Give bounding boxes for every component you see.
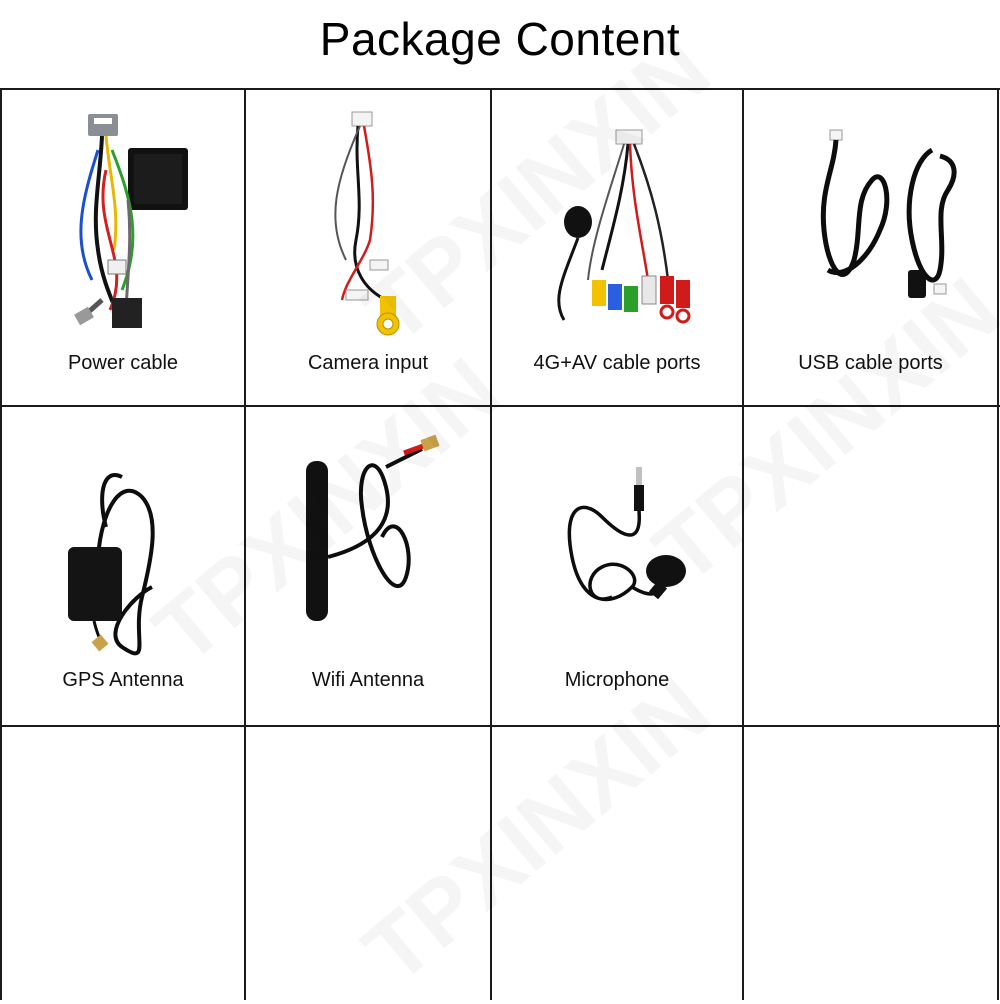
- item-label: Wifi Antenna: [311, 669, 425, 691]
- item-label: Camera input: [307, 352, 429, 374]
- grid-line: [997, 88, 999, 1000]
- item-label: USB cable ports: [798, 352, 943, 374]
- empty-cell: [2, 727, 244, 1000]
- page-title: Package Content: [319, 13, 681, 65]
- package-item-power-cable: [2, 90, 244, 405]
- empty-cell: [744, 727, 997, 1000]
- item-label: Microphone: [564, 669, 670, 691]
- item-label: 4G+AV cable ports: [533, 352, 701, 374]
- item-label: Power cable: [67, 352, 179, 374]
- item-label: GPS Antenna: [62, 669, 184, 691]
